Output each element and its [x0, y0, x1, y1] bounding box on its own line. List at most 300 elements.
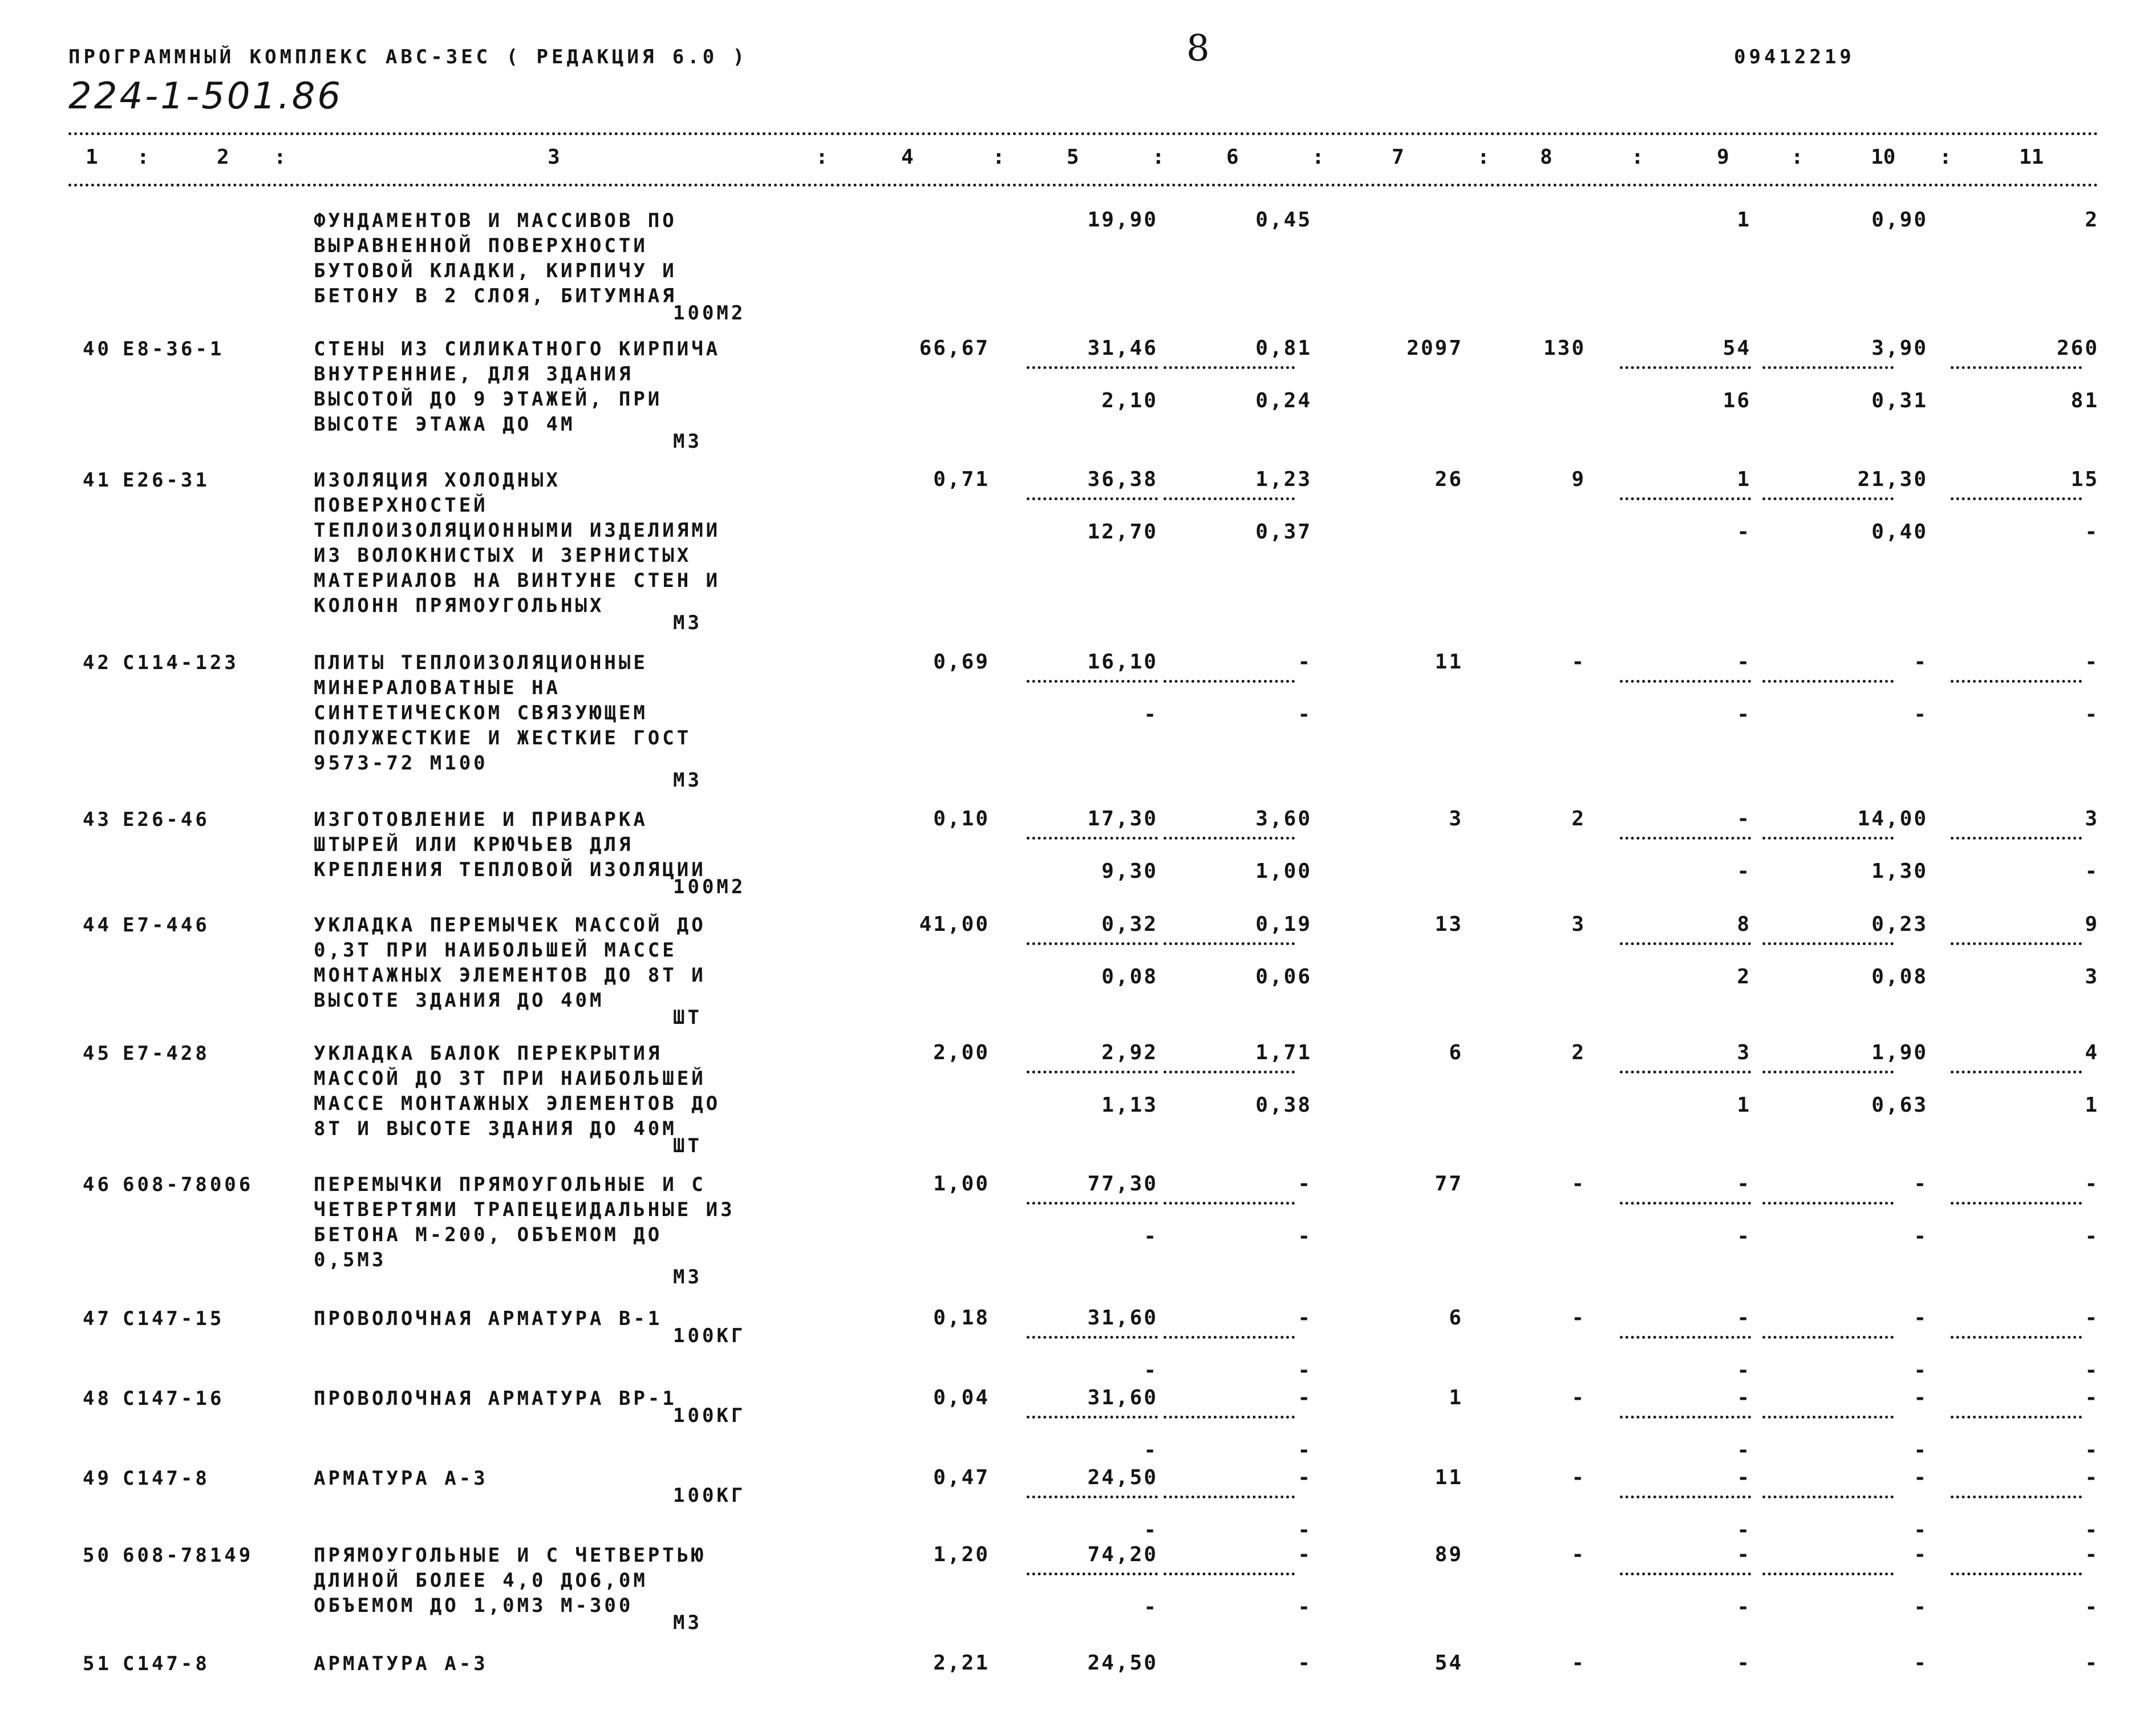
cell-c11b: - [2085, 1595, 2099, 1619]
cell-c8: - [1571, 1466, 1586, 1489]
row-description-line: КОЛОНН ПРЯМОУГОЛЬНЫХ [314, 594, 605, 617]
row-number: 46 [83, 1173, 112, 1196]
cell-c4: 1,20 [933, 1543, 990, 1566]
cell-c9: 3 [1737, 1041, 1751, 1064]
row-description-line: ТЕПЛОИЗОЛЯЦИОННЫМИ ИЗДЕЛИЯМИ [314, 519, 721, 542]
cell-c5: 2,92 [1101, 1041, 1158, 1064]
cell-c6b: - [1298, 703, 1312, 726]
cell-c5b: - [1144, 1518, 1158, 1542]
cell-c11: 9 [2085, 913, 2099, 936]
cell-c11: - [2085, 1651, 2099, 1675]
separator-c9 [1620, 497, 1751, 500]
row-description-line: УКЛАДКА ПЕРЕМЫЧЕК МАССОЙ ДО [314, 914, 706, 937]
cell-c5: 24,50 [1087, 1651, 1158, 1675]
separator-c6 [1164, 497, 1295, 500]
cell-c6: - [1298, 1172, 1312, 1196]
cell-c9: - [1737, 1651, 1751, 1675]
cell-c5b: 2,10 [1101, 389, 1158, 412]
page-number: 8 [1186, 27, 1210, 70]
cell-c10b: 0,40 [1871, 520, 1928, 544]
row-description-line: АРМАТУРА А-3 [314, 1652, 488, 1675]
row-description-line: КРЕПЛЕНИЯ ТЕПЛОВОЙ ИЗОЛЯЦИИ [314, 858, 706, 881]
cell-c9b: - [1737, 1439, 1751, 1462]
cell-c9b: - [1737, 1595, 1751, 1619]
cell-c10: - [1914, 1386, 1928, 1409]
row-code: С147-15 [123, 1307, 225, 1330]
cell-c5: 31,60 [1087, 1386, 1158, 1409]
row-unit: ШТ [673, 1006, 702, 1029]
separator-c6 [1164, 1573, 1295, 1575]
cell-c9: - [1737, 1466, 1751, 1489]
cell-c6b: 0,37 [1255, 520, 1312, 544]
row-number: 43 [83, 808, 112, 831]
separator-c11 [1951, 366, 2082, 369]
cell-c9b: - [1737, 860, 1751, 883]
cell-c9: - [1737, 650, 1751, 674]
cell-c10: 0,23 [1871, 913, 1928, 936]
cell-c10: 21,30 [1857, 468, 1928, 491]
cell-c4: 0,69 [933, 650, 990, 674]
cell-c10: 3,90 [1871, 337, 1928, 360]
row-number: 48 [83, 1387, 112, 1410]
separator-c9 [1620, 1416, 1751, 1419]
cell-c6b: - [1298, 1359, 1312, 1382]
separator-c10 [1762, 366, 1894, 369]
cell-c7: 1 [1449, 1386, 1463, 1409]
separator-c5 [1027, 1202, 1158, 1205]
separator-c5 [1027, 942, 1158, 945]
cell-c4: 41,00 [919, 913, 990, 936]
column-header-9: : [1152, 145, 1165, 169]
separator-c9 [1620, 1202, 1751, 1205]
separator-c10 [1762, 1336, 1894, 1339]
column-header-7: : [992, 145, 1005, 169]
cell-c9: 8 [1737, 913, 1751, 936]
cell-c9: 1 [1737, 468, 1751, 491]
cell-c7: 6 [1449, 1306, 1463, 1330]
separator-c6 [1164, 942, 1295, 945]
separator-c9 [1620, 837, 1751, 840]
cell-c6b: 0,24 [1255, 389, 1312, 412]
row-description-line: МОНТАЖНЫХ ЭЛЕМЕНТОВ ДО 8Т И [314, 964, 706, 987]
row-description-line: ВЫСОТОЙ ДО 9 ЭТАЖЕЙ, ПРИ [314, 388, 663, 411]
separator-c5 [1027, 1071, 1158, 1073]
row-description-line: СИНТЕТИЧЕСКОМ СВЯЗУЮЩЕМ [314, 702, 648, 724]
cell-c10b: 0,63 [1871, 1093, 1928, 1117]
row-code: Е8-36-1 [123, 338, 225, 360]
column-header-18: 10 [1871, 145, 1896, 169]
row-code: 608-78149 [123, 1544, 254, 1567]
cell-c10: - [1914, 1466, 1928, 1489]
cell-c8: 130 [1543, 337, 1586, 360]
cell-c6: 3,60 [1255, 807, 1312, 830]
row-description-line: ЧЕТВЕРТЯМИ ТРАПЕЦЕИДАЛЬНЫЕ ИЗ [314, 1198, 735, 1221]
cell-c7: 89 [1434, 1543, 1463, 1566]
cell-c11b: 1 [2085, 1093, 2099, 1117]
row-description-line: ВНУТРЕННИЕ, ДЛЯ ЗДАНИЯ [314, 363, 634, 386]
row-description-line: ШТЫРЕЙ ИЛИ КРЮЧЬЕВ ДЛЯ [314, 833, 634, 856]
row-number: 42 [83, 651, 112, 674]
cell-c11b: 81 [2070, 389, 2099, 412]
column-header-0: 1 [86, 145, 98, 169]
cell-c8: - [1571, 1543, 1586, 1566]
separator-c10 [1762, 837, 1894, 840]
row-code: Е7-446 [123, 914, 210, 937]
row-description-line: СТЕНЫ ИЗ СИЛИКАТНОГО КИРПИЧА [314, 338, 721, 360]
cell-c9b: - [1737, 520, 1751, 544]
cell-c6: - [1298, 650, 1312, 674]
cell-c11b: - [2085, 703, 2099, 726]
row-description-line: МАССЕ МОНТАЖНЫХ ЭЛЕМЕНТОВ ДО [314, 1092, 721, 1115]
cell-c9: 1 [1737, 208, 1751, 232]
row-description-line: БЕТОНУ В 2 СЛОЯ, БИТУМНАЯ [314, 285, 677, 307]
cell-c6b: - [1298, 1595, 1312, 1619]
row-description-line: ПРЯМОУГОЛЬНЫЕ И С ЧЕТВЕРТЬЮ [314, 1544, 706, 1567]
separator-c10 [1762, 497, 1894, 500]
separator-c9 [1620, 1071, 1751, 1073]
separator-c9 [1620, 680, 1751, 683]
column-header-13: : [1477, 145, 1490, 169]
cell-c5b: - [1144, 1439, 1158, 1462]
row-code: Е26-31 [123, 469, 210, 492]
cell-c7: 13 [1434, 913, 1463, 936]
cell-c4: 1,00 [933, 1172, 990, 1196]
row-description-line: ВЫРАВНЕННОЙ ПОВЕРХНОСТИ [314, 234, 648, 257]
cell-c4: 0,04 [933, 1386, 990, 1409]
cell-c11: - [2085, 1543, 2099, 1566]
column-header-2: 2 [217, 145, 229, 169]
row-number: 45 [83, 1042, 112, 1065]
separator-c5 [1027, 1573, 1158, 1575]
column-header-5: : [816, 145, 828, 169]
row-number: 40 [83, 338, 112, 360]
cell-c11: 260 [2056, 337, 2099, 360]
column-header-19: : [1939, 145, 1952, 169]
cell-c4: 0,47 [933, 1466, 990, 1489]
row-description-line: 8Т И ВЫСОТЕ ЗДАНИЯ ДО 40М [314, 1117, 677, 1140]
separator-c11 [1951, 680, 2082, 683]
separator-c9 [1620, 1496, 1751, 1498]
cell-c7: 3 [1449, 807, 1463, 830]
row-description-line: ВЫСОТЕ ЭТАЖА ДО 4М [314, 413, 576, 436]
column-header-15: : [1631, 145, 1644, 169]
cell-c11: 4 [2085, 1041, 2099, 1064]
cell-c7: 26 [1434, 468, 1463, 491]
cell-c10: - [1914, 650, 1928, 674]
separator-c11 [1951, 497, 2082, 500]
cell-c10b: 1,30 [1871, 860, 1928, 883]
row-code: С147-8 [123, 1652, 210, 1675]
cell-c10b: - [1914, 1439, 1928, 1462]
cell-c7: 2097 [1407, 337, 1463, 360]
row-description-line: БЕТОНА М-200, ОБЪЕМОМ ДО [314, 1223, 663, 1246]
row-code: 608-78006 [123, 1173, 254, 1196]
cell-c5b: 9,30 [1101, 860, 1158, 883]
row-unit: М3 [673, 1611, 702, 1634]
separator-c5 [1027, 680, 1158, 683]
cell-c8: - [1571, 650, 1586, 674]
cell-c11: 2 [2085, 208, 2099, 232]
cell-c5b: 1,13 [1101, 1093, 1158, 1117]
cell-c7: 54 [1434, 1651, 1463, 1675]
row-unit: 100КГ [673, 1484, 746, 1507]
separator-c6 [1164, 1202, 1295, 1205]
row-description-line: ФУНДАМЕНТОВ И МАССИВОВ ПО [314, 209, 677, 232]
cell-c6b: 1,00 [1255, 860, 1312, 883]
row-description-line: ИЗГОТОВЛЕНИЕ И ПРИВАРКА [314, 808, 648, 831]
cell-c9b: 16 [1723, 389, 1751, 412]
program-header: ПРОГРАММНЫЙ КОМПЛЕКС АВС-ЗЕС ( РЕДАКЦИЯ 6.0 ) [68, 46, 748, 68]
row-description-line: ПОЛУЖЕСТКИЕ И ЖЕСТКИЕ ГОСТ [314, 727, 692, 749]
cell-c6: 0,81 [1255, 337, 1312, 360]
column-header-14: 8 [1540, 145, 1553, 169]
separator-c6 [1164, 837, 1295, 840]
cell-c10: 14,00 [1857, 807, 1928, 830]
cell-c9b: - [1737, 1359, 1751, 1382]
cell-c4: 0,18 [933, 1306, 990, 1330]
row-number: 44 [83, 914, 112, 937]
row-description-line: ПРОВОЛОЧНАЯ АРМАТУРА В-1 [314, 1307, 663, 1330]
row-code: С147-8 [123, 1467, 210, 1490]
separator-c6 [1164, 1071, 1295, 1073]
cell-c10b: - [1914, 1359, 1928, 1382]
separator-c11 [1951, 1336, 2082, 1339]
cell-c4: 2,00 [933, 1041, 990, 1064]
cell-c6: - [1298, 1306, 1312, 1330]
separator-c10 [1762, 1202, 1894, 1205]
cell-c11b: - [2085, 1439, 2099, 1462]
row-description-line: ПЛИТЫ ТЕПЛОИЗОЛЯЦИОННЫЕ [314, 651, 648, 674]
row-description-line: МАТЕРИАЛОВ НА ВИНТУНЕ СТЕН И [314, 569, 721, 592]
separator-c9 [1620, 1336, 1751, 1339]
cell-c9: - [1737, 1172, 1751, 1196]
separator-c10 [1762, 942, 1894, 945]
separator-c11 [1951, 1573, 2082, 1575]
cell-c5: 74,20 [1087, 1543, 1158, 1566]
top-rule [68, 132, 2099, 135]
cell-c6: - [1298, 1466, 1312, 1489]
cell-c4: 66,67 [919, 337, 990, 360]
separator-c6 [1164, 680, 1295, 683]
separator-c9 [1620, 1573, 1751, 1575]
cell-c10b: - [1914, 1518, 1928, 1542]
separator-c10 [1762, 1416, 1894, 1419]
cell-c11: 15 [2070, 468, 2099, 491]
cell-c5: 31,60 [1087, 1306, 1158, 1330]
cell-c6: 0,45 [1255, 208, 1312, 232]
row-description-line: АРМАТУРА А-3 [314, 1467, 488, 1490]
separator-c11 [1951, 837, 2082, 840]
handwritten-doc-number: 224-1-501.86 [68, 75, 343, 117]
separator-c10 [1762, 1071, 1894, 1073]
row-unit: 100М2 [673, 876, 746, 898]
separator-c11 [1951, 1416, 2082, 1419]
cell-c10b: - [1914, 1595, 1928, 1619]
separator-c9 [1620, 942, 1751, 945]
row-code: С114-123 [123, 651, 239, 674]
separator-c10 [1762, 680, 1894, 683]
cell-c5: 31,46 [1087, 337, 1158, 360]
column-header-6: 4 [901, 145, 914, 169]
row-description-line: ПЕРЕМЫЧКИ ПРЯМОУГОЛЬНЫЕ И С [314, 1173, 706, 1196]
column-header-17: : [1791, 145, 1804, 169]
cell-c11b: - [2085, 860, 2099, 883]
cell-c8: - [1571, 1651, 1586, 1675]
row-unit: М3 [673, 1266, 702, 1288]
column-header-11: : [1312, 145, 1324, 169]
row-number: 41 [83, 469, 112, 492]
cell-c5b: - [1144, 1595, 1158, 1619]
separator-c10 [1762, 1573, 1894, 1575]
cell-c4: 0,10 [933, 807, 990, 830]
separator-c11 [1951, 1071, 2082, 1073]
separator-c6 [1164, 366, 1295, 369]
cell-c6: - [1298, 1651, 1312, 1675]
cell-c5b: 0,08 [1101, 965, 1158, 988]
column-header-8: 5 [1067, 145, 1079, 169]
cell-c10b: 0,31 [1871, 389, 1928, 412]
cell-c4: 2,21 [933, 1651, 990, 1675]
column-header-12: 7 [1392, 145, 1404, 169]
cell-c8: 3 [1571, 913, 1586, 936]
cell-c5: 17,30 [1087, 807, 1158, 830]
row-description-line: ДЛИНОЙ БОЛЕЕ 4,0 ДО6,0М [314, 1569, 648, 1592]
cell-c6: 0,19 [1255, 913, 1312, 936]
cell-c11: - [2085, 1306, 2099, 1330]
column-header-20: 11 [2019, 145, 2044, 169]
cell-c8: 2 [1571, 1041, 1586, 1064]
separator-c10 [1762, 1496, 1894, 1498]
separator-c5 [1027, 837, 1158, 840]
cell-c5: 36,38 [1087, 468, 1158, 491]
separator-c5 [1027, 366, 1158, 369]
row-unit: 100КГ [673, 1404, 746, 1427]
cell-c10: - [1914, 1543, 1928, 1566]
cell-c8: - [1571, 1386, 1586, 1409]
cell-c11: - [2085, 1466, 2099, 1489]
row-description-line: МАССОЙ ДО 3Т ПРИ НАИБОЛЬШЕЙ [314, 1067, 706, 1090]
separator-c11 [1951, 942, 2082, 945]
row-description-line: МИНЕРАЛОВАТНЫЕ НА [314, 676, 561, 699]
cell-c5: 0,32 [1101, 913, 1158, 936]
header-rule [68, 184, 2099, 187]
cell-c6: 1,71 [1255, 1041, 1312, 1064]
row-number: 51 [83, 1652, 112, 1675]
cell-c9b: - [1737, 703, 1751, 726]
row-description-line: 0,5М3 [314, 1249, 387, 1271]
cell-c6b: - [1298, 1225, 1312, 1248]
separator-c11 [1951, 1202, 2082, 1205]
row-unit: М3 [673, 769, 702, 792]
cell-c10: - [1914, 1651, 1928, 1675]
row-description-line: 9573-72 М100 [314, 752, 488, 775]
row-unit: ШТ [673, 1134, 702, 1157]
row-unit: М3 [673, 430, 702, 453]
row-description-line: ИЗОЛЯЦИЯ ХОЛОДНЫХ [314, 469, 561, 492]
row-number: 50 [83, 1544, 112, 1567]
cell-c7: 6 [1449, 1041, 1463, 1064]
cell-c8: - [1571, 1172, 1586, 1196]
row-description-line: ВЫСОТЕ ЗДАНИЯ ДО 40М [314, 989, 605, 1012]
cell-c6b: - [1298, 1439, 1312, 1462]
column-header-4: 3 [548, 145, 560, 169]
row-code: Е7-428 [123, 1042, 210, 1065]
row-description-line: 0,3Т ПРИ НАИБОЛЬШЕЙ МАССЕ [314, 939, 677, 962]
separator-c5 [1027, 1336, 1158, 1339]
cell-c11: - [2085, 1172, 2099, 1196]
cell-c9: - [1737, 1543, 1751, 1566]
separator-c5 [1027, 1416, 1158, 1419]
row-code: Е26-46 [123, 808, 210, 831]
separator-c6 [1164, 1416, 1295, 1419]
cell-c9b: - [1737, 1518, 1751, 1542]
row-unit: М3 [673, 611, 702, 634]
cell-c5b: - [1144, 703, 1158, 726]
row-description-line: БУТОВОЙ КЛАДКИ, КИРПИЧУ И [314, 260, 677, 282]
cell-c7: 77 [1434, 1172, 1463, 1196]
separator-c5 [1027, 497, 1158, 500]
cell-c11b: - [2085, 1225, 2099, 1248]
cell-c11b: 3 [2085, 965, 2099, 988]
column-header-16: 9 [1717, 145, 1729, 169]
row-unit: 100КГ [673, 1324, 746, 1347]
separator-c11 [1951, 1496, 2082, 1498]
row-number: 47 [83, 1307, 112, 1330]
cell-c11: - [2085, 1386, 2099, 1409]
cell-c6: - [1298, 1386, 1312, 1409]
row-unit: 100М2 [673, 302, 746, 325]
cell-c10: 1,90 [1871, 1041, 1928, 1064]
cell-c6b: - [1298, 1518, 1312, 1542]
separator-c6 [1164, 1336, 1295, 1339]
cell-c5: 19,90 [1087, 208, 1158, 232]
cell-c6: 1,23 [1255, 468, 1312, 491]
cell-c10: - [1914, 1172, 1928, 1196]
cell-c10b: - [1914, 703, 1928, 726]
row-description-line: ОБЪЕМОМ ДО 1,0М3 М-300 [314, 1594, 634, 1617]
cell-c10b: 0,08 [1871, 965, 1928, 988]
cell-c5: 77,30 [1087, 1172, 1158, 1196]
cell-c6: - [1298, 1543, 1312, 1566]
cell-c11b: - [2085, 520, 2099, 544]
cell-c9b: - [1737, 1225, 1751, 1248]
cell-c5: 24,50 [1087, 1466, 1158, 1489]
cell-c8: - [1571, 1306, 1586, 1330]
row-description-line: ПОВЕРХНОСТЕЙ [314, 494, 488, 517]
cell-c9: - [1737, 807, 1751, 830]
cell-c10b: - [1914, 1225, 1928, 1248]
cell-c8: 9 [1571, 468, 1586, 491]
cell-c11: 3 [2085, 807, 2099, 830]
cell-c7: 11 [1434, 1466, 1463, 1489]
separator-c5 [1027, 1496, 1158, 1498]
cell-c5: 16,10 [1087, 650, 1158, 674]
document-code: 09412219 [1734, 46, 1855, 68]
cell-c5b: - [1144, 1359, 1158, 1382]
cell-c7: 11 [1434, 650, 1463, 674]
cell-c9: - [1737, 1306, 1751, 1330]
separator-c9 [1620, 366, 1751, 369]
row-number: 49 [83, 1467, 112, 1490]
cell-c5b: - [1144, 1225, 1158, 1248]
row-description-line: ПРОВОЛОЧНАЯ АРМАТУРА ВР-1 [314, 1387, 677, 1410]
column-header-1: : [137, 145, 149, 169]
row-description-line: УКЛАДКА БАЛОК ПЕРЕКРЫТИЯ [314, 1042, 663, 1065]
cell-c5b: 12,70 [1087, 520, 1158, 544]
cell-c4: 0,71 [933, 468, 990, 491]
cell-c8: 2 [1571, 807, 1586, 830]
cell-c10: - [1914, 1306, 1928, 1330]
